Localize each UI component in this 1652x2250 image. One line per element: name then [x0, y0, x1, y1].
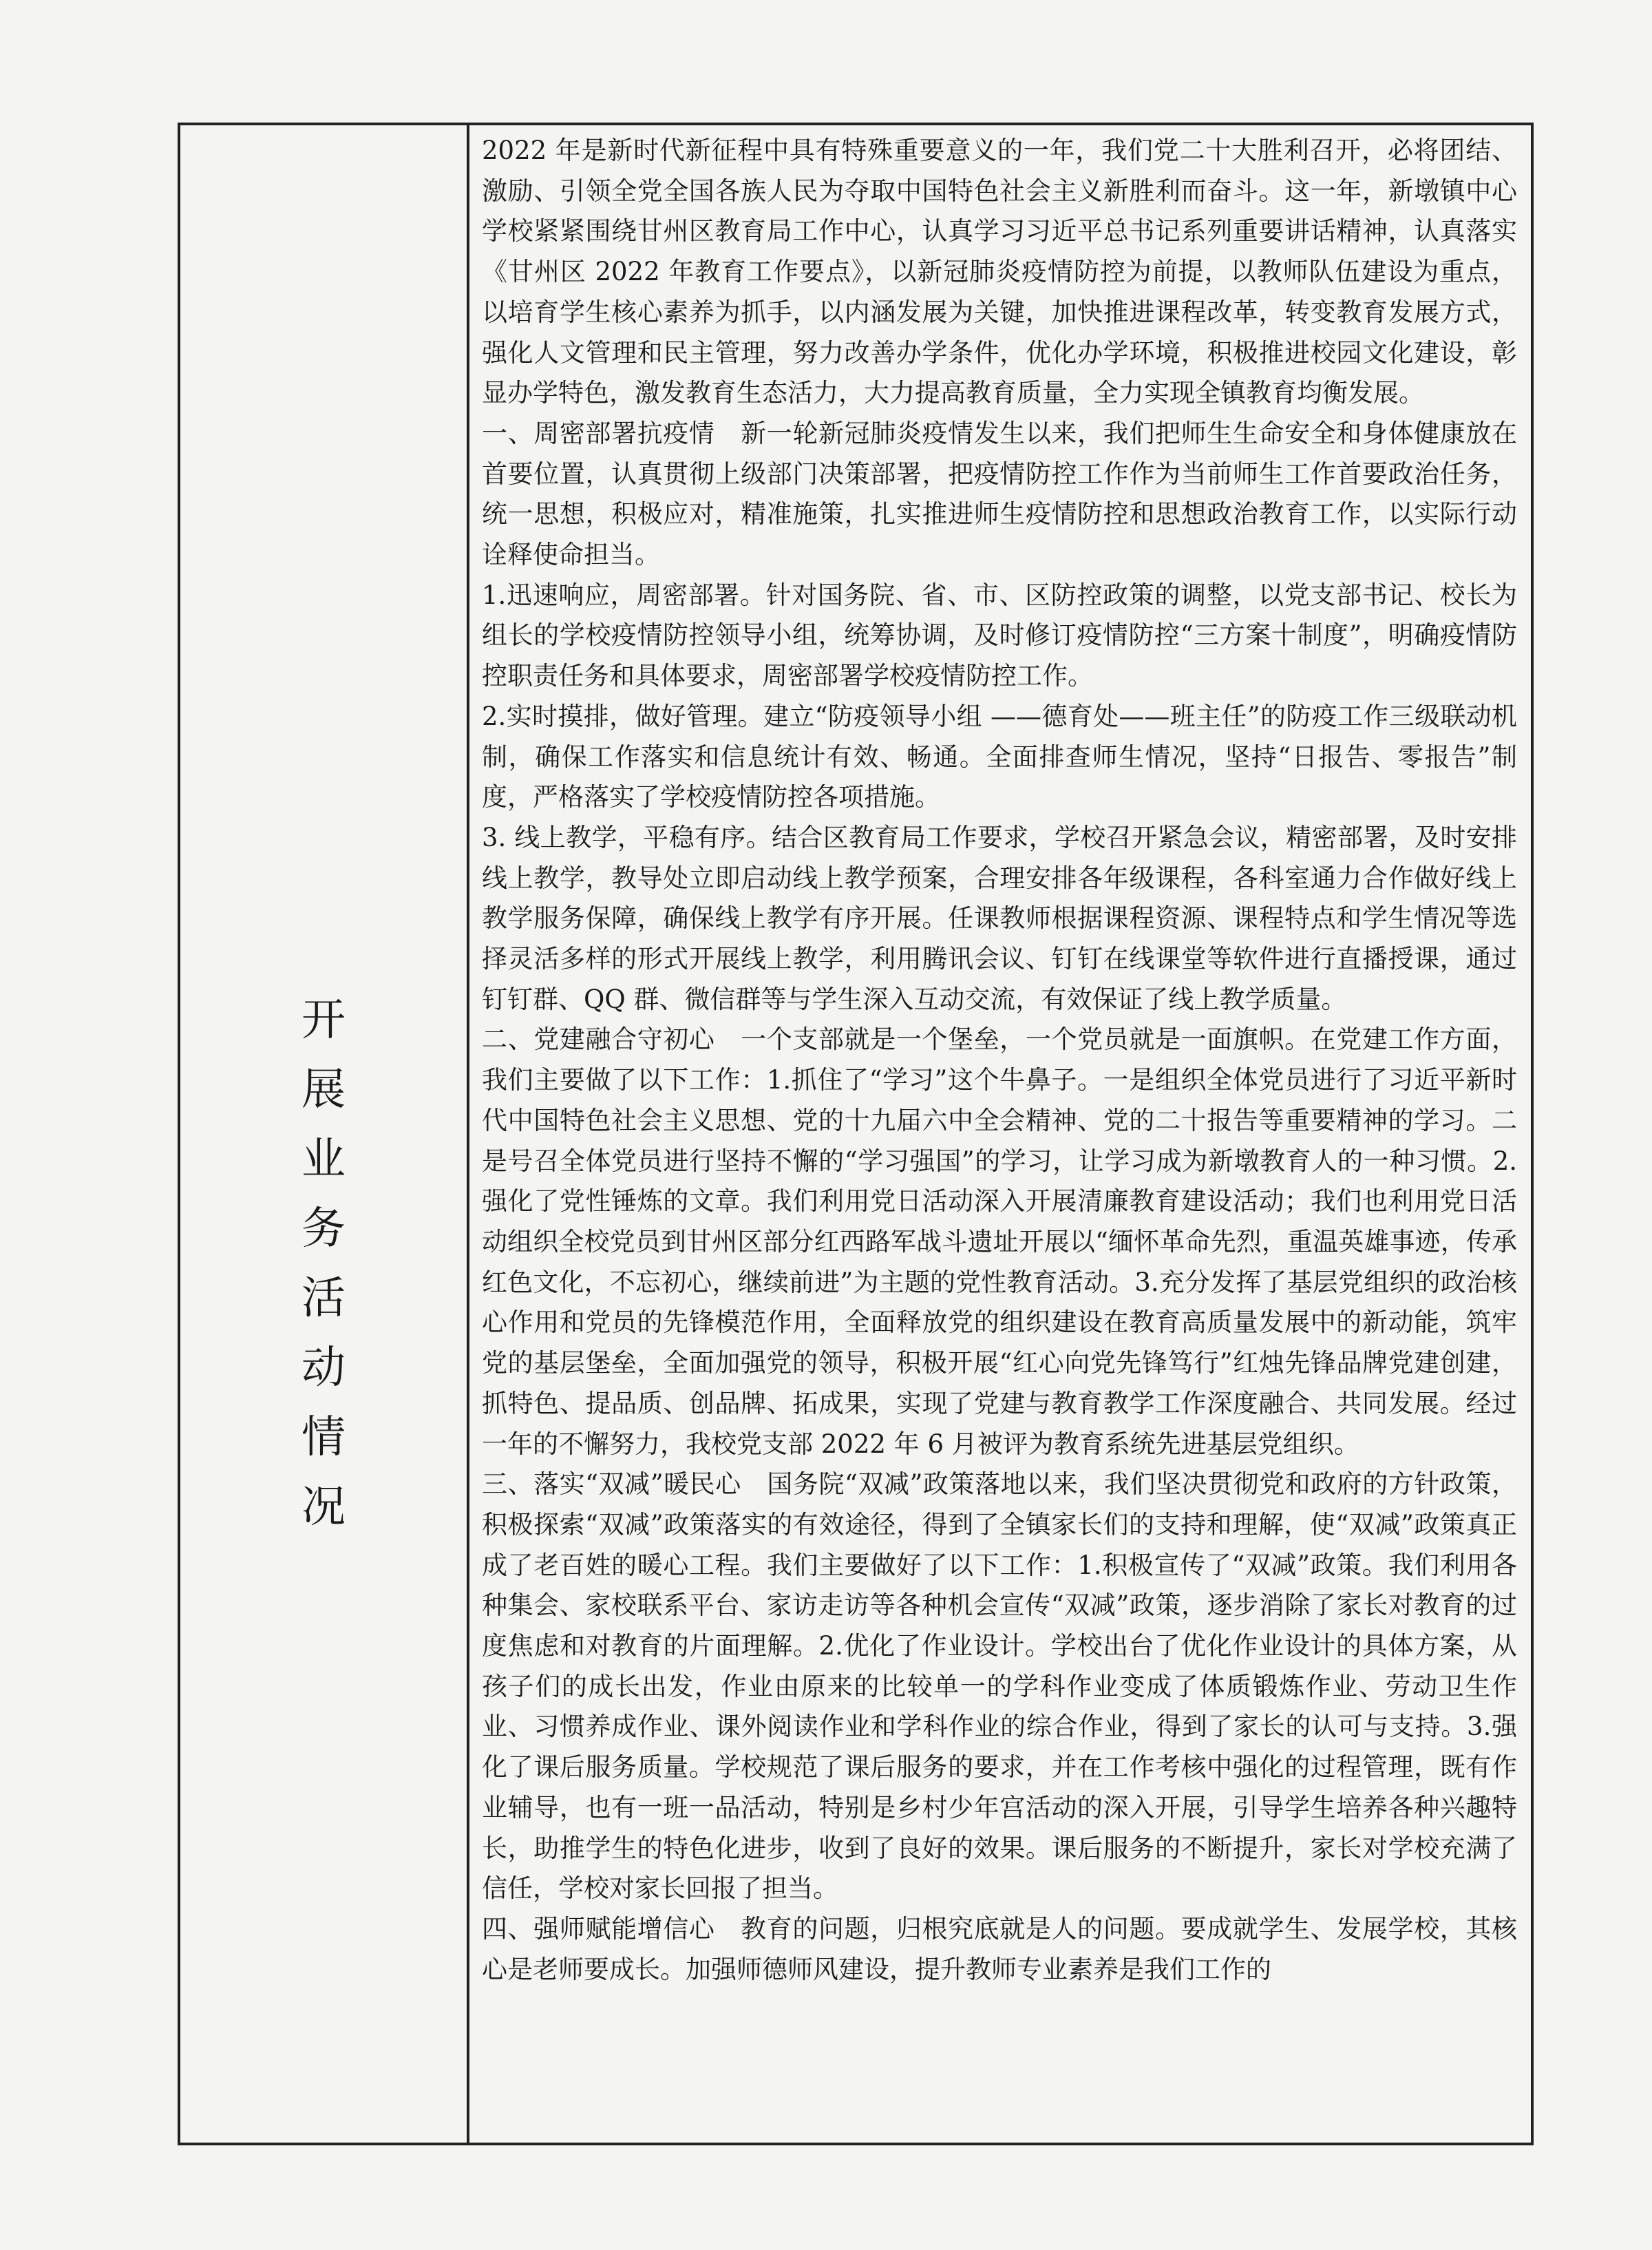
section-three-paragraph: 三、落实“双减”暖民心 国务院“双减”政策落地以来，我们坚决贯彻党和政府的方针政策，积极探索“双减”政策落实的有效途径，得到了全镇家长们的支持和理解，使“双减”政策真正成了老百姓的暖心工程。我们主要做好了以下工作：1.积极宣传了“双减”政策。我们利用各种集会、家校联系平台、家访走访等各种机会宣传“双减”政策，逐步消除了家长对教育的过度焦虑和对教育的片面理解。2.优化了作业设计。学校出台了优化作业设计的具体方案，从孩子们的成长出发，作业由原来的比较单一的学科作业变成了体质锻炼作业、劳动卫生作业、习惯养成作业、课外阅读作业和学科作业的综合作业，得到了家长的认可与支持。3.强化了课后服务质量。学校规范了课后服务的要求，并在工作考核中强化的过程管理，既有作业辅导，也有一班一品活动，特别是乡村少年宫活动的深入开展，引导学生培养各种兴趣特长，助推学生的特色化进步，收到了良好的效果。课后服务的不断提升，家长对学校充满了信任，学校对家长回报了担当。	[482, 1469, 1517, 1904]
section-label-char: 况	[301, 1482, 346, 1533]
section-label	[180, 986, 467, 1542]
section-label-cell	[180, 125, 469, 2143]
section-two-paragraph: 二、党建融合守初心 一个支部就是一个堡垒，一个党员就是一面旗帜。在党建工作方面，我们主要做了以下工作：1.抓住了“学习”这个牛鼻子。一是组织全体党员进行了习近平新时代中国特色社会主义思想、党的十九届六中全会精神、党的二十报告等重要精神的学习。二是号召全体党员进行坚持不懈的“学习强国”的学习，让学习成为新墩教育人的一种习惯。2.强化了党性锤炼的文章。我们利用党日活动深入开展清廉教育建设活动；我们也利用党日活动组织全校党员到甘州区部分红西路军战斗遗址开展以“缅怀革命先烈，重温英雄事迹，传承红色文化，不忘初心，继续前进”为主题的党性教育活动。3.充分发挥了基层党组织的政治核心作用和党员的先锋模范作用，全面释放党的组织建设在教育高质量发展中的新动能，筑牢党的基层堡垒，全面加强党的领导，积极开展“红心向党先锋笃行”红烛先锋品牌党建创建，抓特色、提品质、创品牌、拓成果，实现了党建与教育教学工作深度融合、共同发展。经过一年的不懈努力，我校党支部 2022 年 6 月被评为教育系统先进基层党组织。	[482, 1024, 1517, 1459]
section-label-char: 业	[301, 1134, 346, 1185]
content-cell	[469, 125, 1531, 2143]
report-table	[178, 123, 1534, 2145]
section-one-item-3: 3. 线上教学，平稳有序。结合区教育局工作要求，学校召开紧急会议，精密部署，及时安排线上教学，教导处立即启动线上教学预案，合理安排各年级课程，各科室通力合作做好线上教学服务保障，确保线上教学有序开展。任课教师根据课程资源、课程特点和学生情况等选择灵活多样的形式开展线上教学，利用腾讯会议、钉钉在线课堂等软件进行直播授课，通过钉钉群、QQ 群、微信群等与学生深入互动交流，有效保证了线上教学质量。	[482, 822, 1517, 1014]
section-one-paragraph: 一、周密部署抗疫情 新一轮新冠肺炎疫情发生以来，我们把师生生命安全和身体健康放在首要位置，认真贯彻上级部门决策部署，把疫情防控工作作为当前师生工作首要政治任务，统一思想，积极应对，精准施策，扎实推进师生疫情防控和思想政治教育工作，以实际行动诠释使命担当。	[482, 418, 1517, 570]
section-label-char: 活	[301, 1273, 346, 1324]
intro-paragraph: 2022 年是新时代新征程中具有特殊重要意义的一年，我们党二十大胜利召开，必将团结、激励、引领全党全国各族人民为夺取中国特色社会主义新胜利而奋斗。这一年，新墩镇中心学校紧紧围绕甘州区教育局工作中心，认真学习习近平总书记系列重要讲话精神，认真落实《甘州区 2022 年教育工作要点》，以新冠肺炎疫情防控为前提，以教师队伍建设为重点，以培育学生核心素养为抓手，以内涵发展为关键，加快推进课程改革，转变教育发展方式，强化人文管理和民主管理，努力改善办学条件，优化办学环境，积极推进校园文化建设，彰显办学特色，激发教育生态活力，大力提高教育质量，全力实现全镇教育均衡发展。	[482, 136, 1517, 408]
section-label-char: 情	[301, 1412, 346, 1463]
section-label-char: 开	[301, 995, 346, 1046]
section-label-char: 动	[301, 1343, 346, 1394]
section-label-char: 务	[301, 1203, 346, 1254]
section-four-paragraph: 四、强师赋能增信心 教育的问题，归根究底就是人的问题。要成就学生、发展学校，其核心是老师要成长。加强师德师风建设，提升教师专业素养是我们工作的	[482, 1913, 1517, 1984]
section-label-char: 展	[301, 1064, 346, 1115]
section-one-item-2: 2.实时摸排，做好管理。建立“防疫领导小组 ——德育处——班主任”的防疫工作三级联动机制，确保工作落实和信息统计有效、畅通。全面排查师生情况，坚持“日报告、零报告”制度，严格落实了学校疫情防控各项措施。	[482, 701, 1517, 812]
section-one-item-1: 1.迅速响应，周密部署。针对国务院、省、市、区防控政策的调整，以党支部书记、校长为组长的学校疫情防控领导小组，统筹协调，及时修订疫情防控“三方案十制度”，明确疫情防控职责任务和具体要求，周密部署学校疫情防控工作。	[482, 580, 1517, 691]
